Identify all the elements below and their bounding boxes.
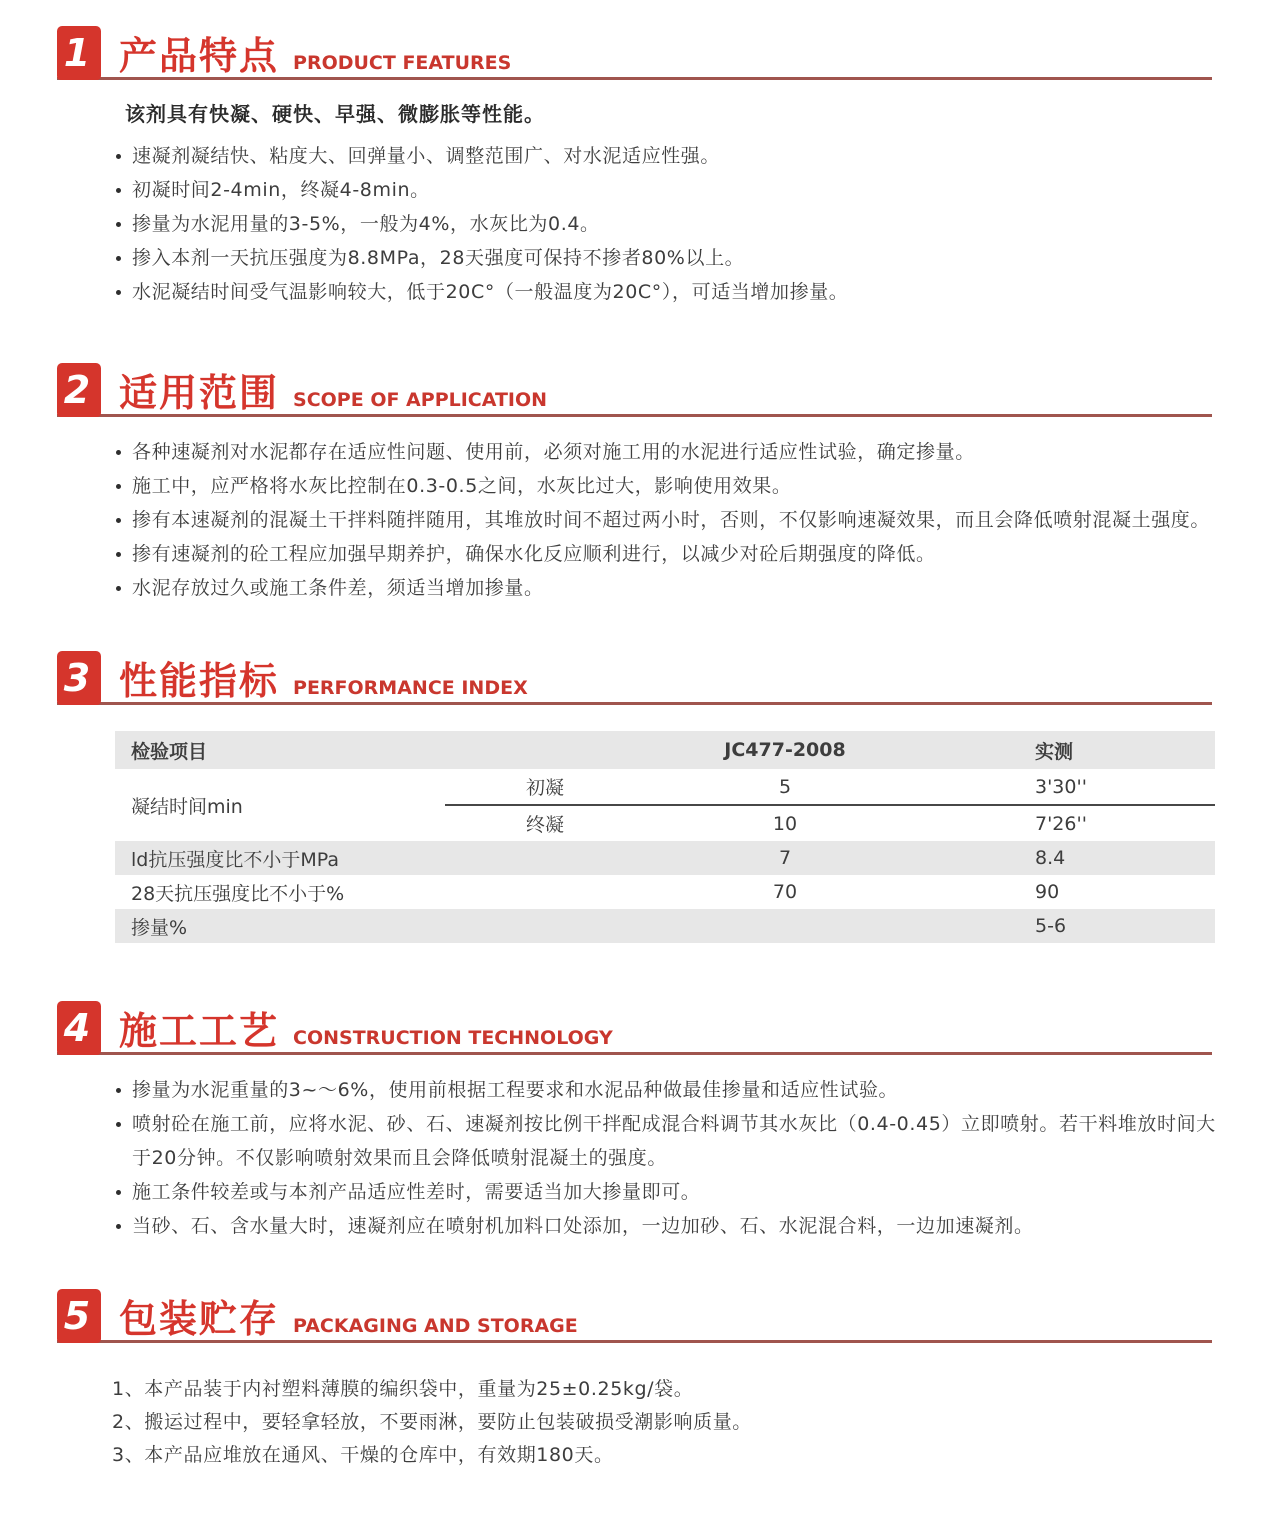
measured-value: 90 <box>1035 881 1060 903</box>
test-item-label: 28天抗压强度比不小于% <box>131 882 345 905</box>
section-construction-technology <box>0 1001 1280 1243</box>
column-header-item: 检验项目 <box>131 740 208 763</box>
standard-value: 5 <box>645 769 925 805</box>
section-number-badge <box>57 1001 101 1055</box>
measured-value: 3'30'' <box>925 769 1215 805</box>
measured-value: 7'26'' <box>1035 812 1087 835</box>
storage-item: 1、本产品装于内衬塑料薄膜的编织袋中，重量为25±0.25kg/袋。 <box>112 1378 694 1400</box>
intro-line: 该剂具有快凝、硬快、早强、微膨胀等性能。 <box>125 102 545 126</box>
section-header <box>57 26 1212 80</box>
bullet-item: 掺量为水泥用量的3-5%，一般为4%，水灰比为0.4。 <box>110 207 1220 241</box>
section-header <box>57 1001 1212 1055</box>
section-title-en: SCOPE OF APPLICATION <box>293 389 548 411</box>
storage-item: 3、本产品应堆放在通风、干燥的仓库中，有效期180天。 <box>112 1444 614 1466</box>
section-number-badge <box>57 26 101 80</box>
bullet-item: 掺有速凝剂的砼工程应加强早期养护，确保水化反应顺利进行，以减少对砼后期强度的降低。 <box>110 537 1220 571</box>
standard-value: 7 <box>778 847 792 869</box>
section-packaging-storage <box>0 1289 1280 1472</box>
bullet-item: 水泥存放过久或施工条件差，须适当增加掺量。 <box>110 571 1220 605</box>
setting-time-label: 凝结时间min <box>131 795 243 818</box>
section-number: 4 <box>63 1006 91 1050</box>
section-number-badge <box>57 1289 101 1343</box>
section-header <box>57 651 1212 705</box>
bullet-item: 掺量为水泥重量的3~～6%，使用前根据工程要求和水泥品种做最佳掺量和适应性试验。 <box>110 1073 1220 1107</box>
bullet-item: 掺有本速凝剂的混凝土干拌料随拌随用，其堆放时间不超过两小时，否则，不仅影响速凝效果，而且会降低喷射混凝土强度。 <box>110 503 1220 537</box>
setting-sub-label: 终凝 <box>525 814 564 836</box>
measured-value: 5-6 <box>1035 915 1067 937</box>
feature-bullet-list <box>110 139 1220 309</box>
section-title-zh: 包装贮存 <box>119 1297 280 1341</box>
bullet-item: 施工条件较差或与本剂产品适应性差时，需要适当加大掺量即可。 <box>110 1175 1220 1209</box>
storage-item-list <box>112 1373 1220 1472</box>
setting-sub-label: 初凝 <box>445 769 645 805</box>
section-scope-of-application <box>0 363 1280 605</box>
standard-value: 70 <box>772 881 798 903</box>
bullet-item: 各种速凝剂对水泥都存在适应性问题、使用前，必须对施工用的水泥进行适应性试验，确定掺量。 <box>110 435 1220 469</box>
bullet-item: 掺入本剂一天抗压强度为8.8MPa，28天强度可保持不掺者80%以上。 <box>110 241 1220 275</box>
section-title-zh: 产品特点 <box>119 34 280 78</box>
column-header-measured: 实测 <box>1035 740 1074 763</box>
bullet-item: 速凝剂凝结快、粘度大、回弹量小、调整范围广、对水泥适应性强。 <box>110 139 1220 173</box>
section-title-zh: 性能指标 <box>119 659 280 703</box>
section-performance-index <box>0 651 1280 943</box>
scope-bullet-list <box>110 435 1220 605</box>
table-row <box>115 875 1215 909</box>
section-title-en: PRODUCT FEATURES <box>293 52 512 74</box>
section-number: 5 <box>63 1294 91 1338</box>
bullet-item: 喷射砼在施工前，应将水泥、砂、石、速凝剂按比例干拌配成混合料调节其水灰比（0.4-0.45）立即喷射。若干料堆放时间大于20分钟。不仅影响喷射效果而且会降低喷射混凝土的强度。 <box>110 1107 1220 1175</box>
bullet-item: 初凝时间2-4min，终凝4-8min。 <box>110 173 1220 207</box>
section-title-zh: 施工工艺 <box>119 1009 280 1053</box>
measured-value: 8.4 <box>1035 847 1066 869</box>
section-number: 2 <box>63 368 91 412</box>
section-header <box>57 363 1212 417</box>
standard-value <box>645 909 925 943</box>
table-row <box>115 769 1215 805</box>
bullet-item: 当砂、石、含水量大时，速凝剂应在喷射机加料口处添加，一边加砂、石、水泥混合料，一边加速凝剂。 <box>110 1209 1220 1243</box>
section-title-en: PERFORMANCE INDEX <box>293 677 528 699</box>
performance-table <box>115 731 1215 943</box>
section-number: 3 <box>63 656 91 700</box>
test-item-label: 掺量% <box>131 916 188 939</box>
standard-value: 10 <box>772 812 798 835</box>
section-title-zh: 适用范围 <box>119 371 280 415</box>
bullet-item: 施工中，应严格将水灰比控制在0.3-0.5之间，水灰比过大，影响使用效果。 <box>110 469 1220 503</box>
table-row <box>115 841 1215 875</box>
test-item-label: ld抗压强度比不小于MPa <box>131 848 339 871</box>
storage-item: 2、搬运过程中，要轻拿轻放，不要雨淋，要防止包装破损受潮影响质量。 <box>112 1411 752 1433</box>
section-title-en: PACKAGING AND STORAGE <box>293 1315 578 1337</box>
section-number: 1 <box>63 31 91 75</box>
section-number-badge <box>57 363 101 417</box>
section-number-badge <box>57 651 101 705</box>
construction-bullet-list <box>110 1073 1220 1243</box>
column-header-standard: JC477-2008 <box>724 739 846 761</box>
table-row <box>115 909 1215 943</box>
section-product-features <box>0 26 1280 309</box>
section-header <box>57 1289 1212 1343</box>
section-title-en: CONSTRUCTION TECHNOLOGY <box>293 1027 613 1049</box>
bullet-item: 水泥凝结时间受气温影响较大，低于20C°（一般温度为20C°），可适当增加掺量。 <box>110 275 1220 309</box>
column-header-blank <box>445 731 645 769</box>
table-header-row <box>115 731 1215 769</box>
